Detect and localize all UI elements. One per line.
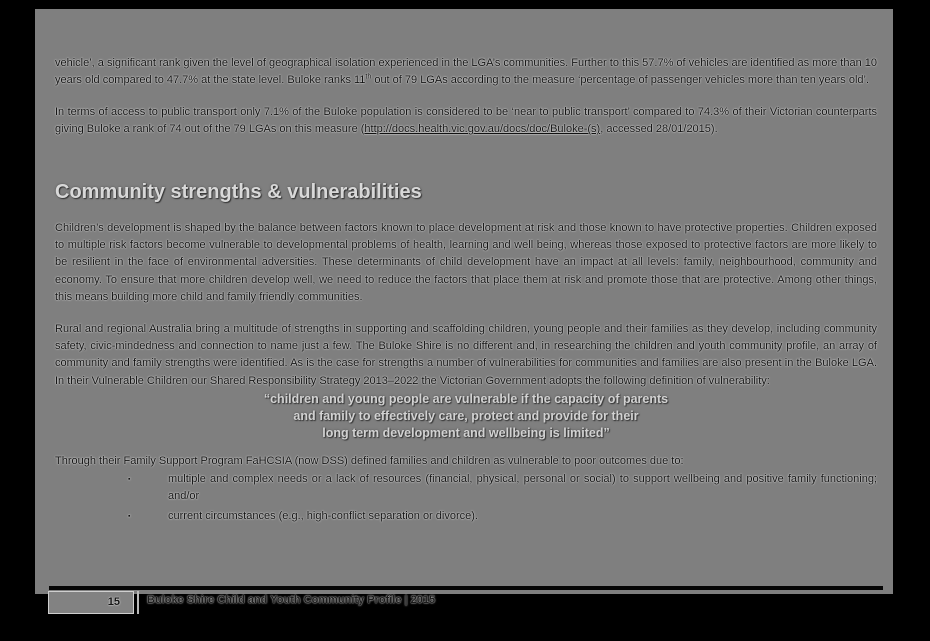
bullet-text-circumstances: current circumstances (e.g., high-conflict separation or divorce). [168, 509, 478, 522]
bullet-item-circumstances [128, 508, 877, 525]
section-heading-community-strengths: Community strengths & vulnerabilities [55, 180, 422, 203]
paragraph-transport-text-b: , accessed 28/01/2015). [600, 123, 718, 136]
quote-line-1: “children and young people are vulnerable if the capacity of parents [263, 392, 669, 407]
health-vic-link[interactable]: http://docs.health.vic.gov.au/docs/doc/Buloke-(s) [364, 123, 601, 136]
paragraph-rural-strengths: Rural and regional Australia bring a multitude of strengths in supporting and scaffolding children, young people and their families as they develop, including community safety, civic-mindedness and connection to name just a few. The Buloke Shire is no different and, in researching the children and youth community profile, an array of community and family strengths were identified. As is the case for strengths a number of vulnerabilities for communities and families are also present in the Buloke LGA. In their Vulnerable Children our Shared Responsibility Strategy 2013–2022 the Victorian Government adopts the following definition of vulnerability: [55, 322, 877, 387]
bullet-item-multiple-needs [128, 471, 877, 506]
paragraph-transport-text-a: In terms of access to public transport only 7.1% of the Buloke population is considered to be ‘near to public transport’ compared to 74.3% of their Victorian counterparts giving Buloke a rank of 74 out of the 79 LGAs on this measure ( [55, 105, 877, 136]
paragraph-fahcsia-intro: Through their Family Support Program FaHCSIA (now DSS) defined families and children as vulnerable to poor outcomes due to: [55, 455, 684, 468]
bullet-square-icon: ▪ [128, 475, 131, 483]
quote-line-3: long term development and wellbeing is limited” [322, 426, 610, 441]
paragraph-vehicles-text-a: vehicle’, a significant rank given the level of geographical isolation experienced in the LGA’s communities. Further to this 57.7% of vehicles are identified as more than 10 years old compared to 47.7% at the state level. Buloke ranks 11 [55, 57, 877, 87]
bullet-text-multiple-needs: multiple and complex needs or a lack of resources (financial, physical, personal or social) to support wellbeing and positive family functioning; and/or [168, 472, 877, 503]
footer-divider-line [49, 586, 883, 590]
footer-page-number: 15 [48, 591, 134, 614]
footer-separator [137, 591, 139, 614]
ordinal-superscript: th [365, 73, 372, 81]
bullet-square-icon: ▪ [128, 512, 131, 520]
document-page [35, 9, 893, 594]
paragraph-vehicles-text-b: out of 79 LGAs according to the measure ‘percentage of passenger vehicles more than ten years old’. [371, 74, 869, 87]
paragraph-child-development: Children’s development is shaped by the balance between factors known to place development at risk and those known to have protective properties. Children exposed to multiple risk factors become vulnerable to developmental problems of health, learning and well being, whereas those exposed to protective factors are more likely to be resilient in the face of environmental adversities. These determinants of child development have an impact at all levels: family, neighbourhood, community and economy. To ensure that more children develop well, we need to reduce the factors that place them at risk and promote those that are protective. Among other things, this means building more child and family friendly communities. [55, 221, 877, 304]
footer-document-title: Buloke Shire Child and Youth Community Profile | 2015 [147, 594, 436, 606]
document-content [35, 9, 893, 525]
quote-line-2: and family to effectively care, protect and provide for their [293, 409, 639, 424]
paragraph-vehicles [55, 55, 877, 90]
paragraph-transport [55, 104, 877, 139]
vulnerability-definition-quote [55, 391, 877, 442]
